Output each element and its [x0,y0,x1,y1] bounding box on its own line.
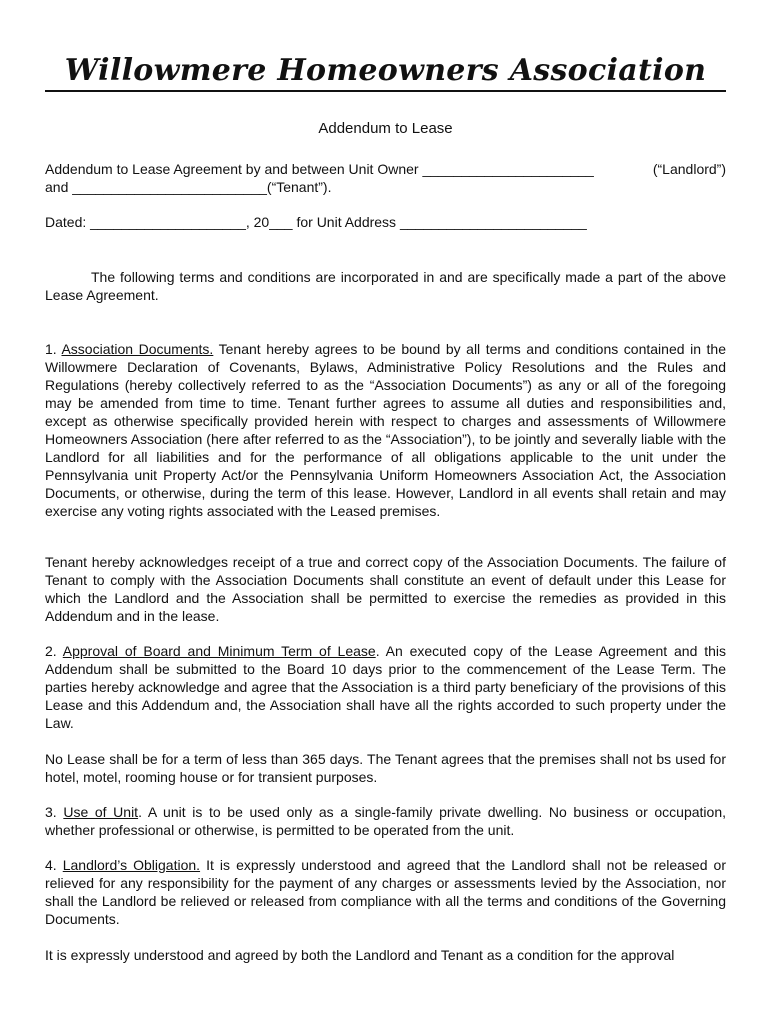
section-2-paragraph-2: No Lease shall be for a term of less than 365 days. The Tenant agrees that the premises shall not bs used for hotel, motel, rooming house or for transient purposes. [45,751,726,785]
document-page [45,0,726,1024]
section-4-body: It is expressly understood and agreed that the Landlord shall not be released or relieved for any responsibility for the payment of any charges or assessments levied by the Association, nor shall the Landlord be relieved or released from compliance with all the terms and conditions of the Governing Documents. [45,857,726,927]
section-3-paragraph [45,803,726,839]
intro-line-1 [45,160,726,178]
section-3-title: Use of Unit [63,804,139,820]
section-2-body: . An executed copy of the Lease Agreement and this Addendum shall be submitted to the Board 10 days prior to the commencement of the Lease Term. The parties hereby acknowledge and agree that the Association is a third party beneficiary of the provisions of this Lease and this Addendum and, the Association shall have all the rights accorded to such property under the Law. [45,643,726,731]
section-3-body: . A unit is to be used only as a single-family private dwelling. No business or occupation, whether professional or otherwise, is permitted to be operated from the unit. [45,804,727,838]
section-1-paragraph [45,340,726,520]
dated-line: Dated: ____________________, 20___ for Unit Address ________________________ [45,214,587,230]
intro-line-1-right: (“Landlord”) [652,161,726,177]
document-subtitle: Addendum to Lease [318,120,453,137]
section-1-title: Association Documents. [61,341,214,357]
intro-line-2: and _________________________(“Tenant”). [45,179,332,195]
section-1-body: Tenant hereby agrees to be bound by all terms and conditions contained in the Willowmere Declaration of Covenants, Bylaws, Administrative Policy Resolutions and the Rules and Regulations (hereby collectively referred to as the “Association Documents”) as any or all of the foregoing may be amended from time to time. Tenant further agrees to assume all duties and responsibilities and, except as otherwise specifically provided herein with respect to charges and assessments of Willowmere Homeowners Association (here after referred to as the “Association”), to be jointly and severally liable with the Landlord for all liabilities and for the performance of all obligations applicable to the unit under the Pennsylvania unit Property Act/or the Pennsylvania Uniform Homeowners Association Act, the Association Documents, or otherwise, during the term of this lease. However, Landlord in all events shall retain and may exercise any voting rights associated with the Leased premises. [45,341,727,519]
section-2-paragraph [45,642,726,732]
section-3-number: 3. [45,804,64,820]
intro-block [45,160,726,196]
section-4-title: Landlord’s Obligation. [62,857,201,873]
intro-line-1-left: Addendum to Lease Agreement by and between Unit Owner ______________________ [45,161,594,177]
section-4-paragraph-2: It is expressly understood and agreed by both the Landlord and Tenant as a condition for the approval [45,947,675,963]
section-4-paragraph [45,856,726,928]
section-1-paragraph-2: Tenant hereby acknowledges receipt of a true and correct copy of the Association Documents. The failure of Tenant to comply with the Association Documents shall constitute an event of default under this Lease for which the Landlord and the Association shall be permitted to exercise the remedies as provided in this Addendum and in the lease. [45,554,726,624]
heading-underline [45,90,726,92]
section-2-number: 2. [45,643,63,659]
section-1-number: 1. [45,341,62,357]
section-2-title: Approval of Board and Minimum Term of Lease [62,643,376,659]
preamble-paragraph: The following terms and conditions are incorporated in and are specifically made a part of the above Lease Agreement. [45,269,726,303]
association-heading: Willowmere Homeowners Association [64,53,707,88]
section-4-number: 4. [45,857,63,873]
